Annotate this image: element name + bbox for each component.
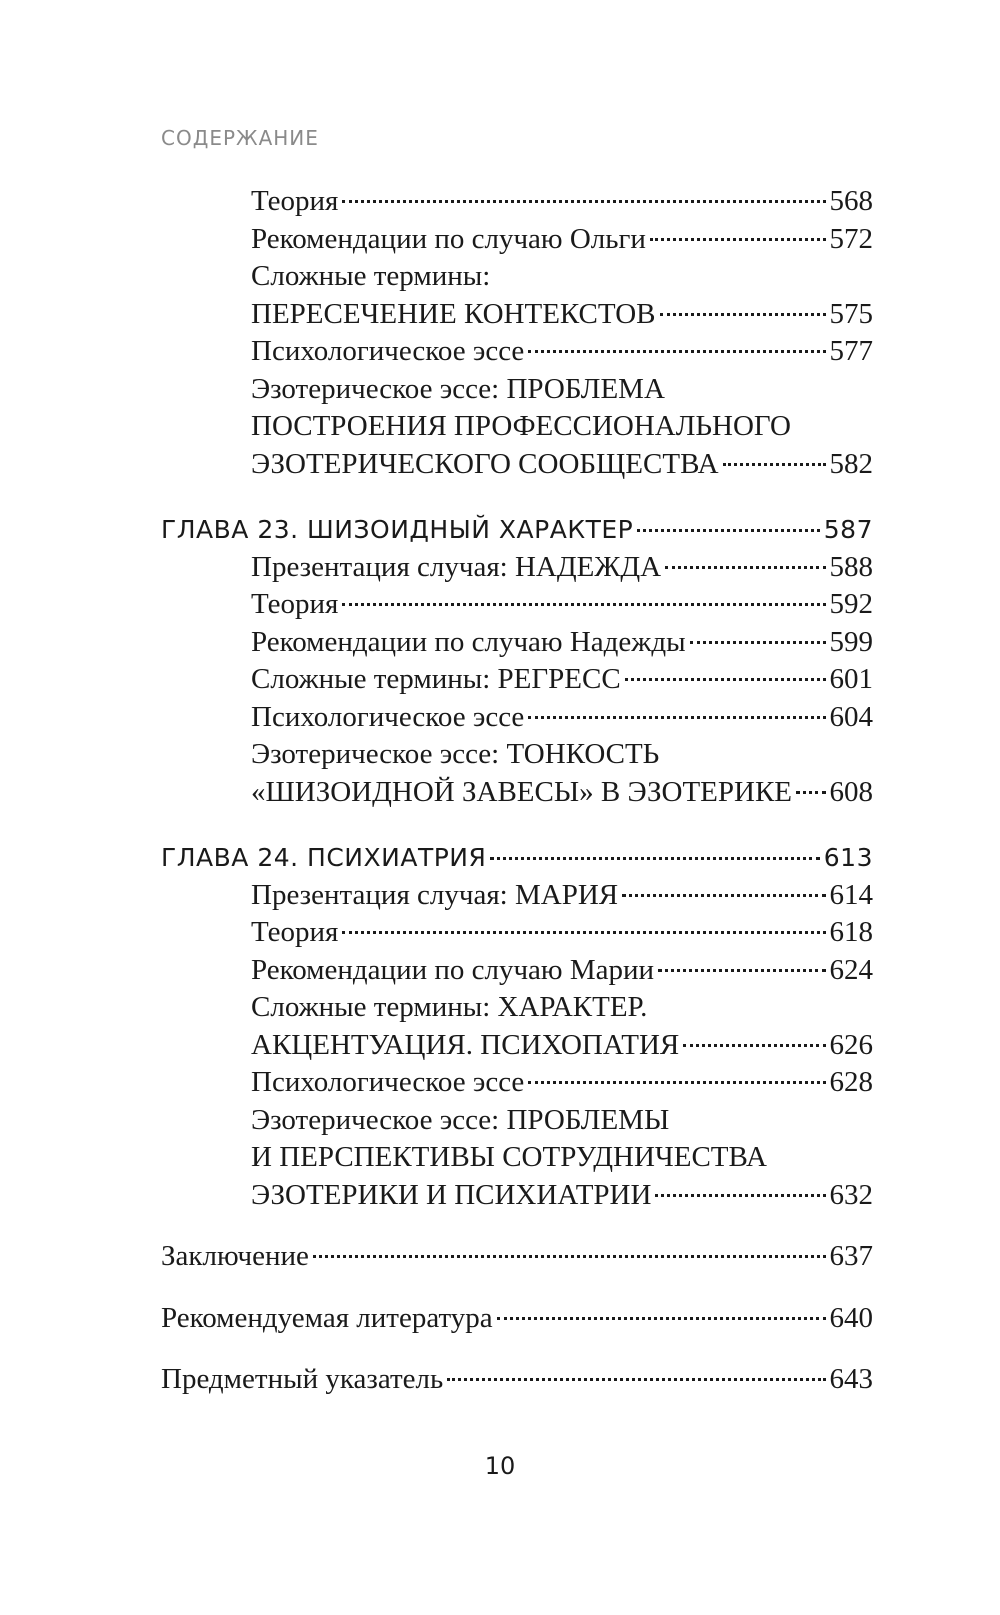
dot-leader: [528, 716, 825, 719]
toc-entry[interactable]: [161, 221, 873, 259]
toc-entry-title: ЭЗОТЕРИЧЕСКОГО СООБЩЕСТВА: [251, 447, 719, 480]
toc-entry-line: Сложные термины: ХАРАКТЕР.: [251, 991, 648, 1023]
toc-entry-line: ПОСТРОЕНИЯ ПРОФЕССИОНАЛЬНОГО: [251, 410, 791, 442]
toc-entry-page: 599: [829, 625, 873, 658]
dot-leader: [796, 791, 825, 794]
toc-entry[interactable]: [161, 549, 873, 587]
toc-entry-page: 624: [829, 953, 873, 986]
dot-leader: [650, 238, 826, 241]
toc-entry-title: АКЦЕНТУАЦИЯ. ПСИХОПАТИЯ: [251, 1028, 680, 1061]
dot-leader: [490, 857, 819, 860]
toc-entry-page: 575: [829, 297, 873, 330]
toc-entry[interactable]: [161, 661, 873, 699]
toc-entry-page: 637: [829, 1240, 873, 1272]
dot-leader: [528, 350, 825, 353]
toc-entry-line: Эзотерическое эссе: ТОНКОСТЬ: [251, 738, 660, 770]
toc-entry-page: 643: [829, 1363, 873, 1395]
dot-leader: [497, 1317, 826, 1320]
toc-entry-title: Психологическое эссе: [251, 335, 525, 367]
toc-entry[interactable]: [161, 624, 873, 662]
toc-entry-title: «ШИЗОИДНОЙ ЗАВЕСЫ» В ЭЗОТЕРИКЕ: [251, 775, 793, 808]
toc-entry-conclusion[interactable]: [161, 1238, 873, 1276]
dot-leader: [690, 641, 826, 644]
toc-entry-title: Предметный указатель: [161, 1363, 444, 1395]
toc-entry-title: Рекомендации по случаю Марии: [251, 953, 655, 986]
toc-entry-page: 618: [829, 916, 873, 948]
toc-entry-title: ЭЗОТЕРИКИ И ПСИХИАТРИИ: [251, 1178, 652, 1211]
toc-entry-title: Презентация случая: НАДЕЖДА: [251, 550, 662, 583]
toc-entry-title: Теория: [251, 185, 339, 217]
toc-entry-page: 592: [829, 588, 873, 620]
toc-chapter-page: 613: [823, 843, 873, 872]
table-of-contents: [161, 183, 873, 1399]
toc-chapter-page: 587: [823, 515, 873, 544]
toc-entry-line: Эзотерическое эссе: ПРОБЛЕМЫ: [251, 1103, 670, 1136]
toc-entry[interactable]: [161, 1064, 873, 1102]
toc-entry[interactable]: [161, 586, 873, 624]
dot-leader: [313, 1255, 826, 1258]
toc-entry-page: 572: [829, 222, 873, 255]
toc-entry[interactable]: [161, 699, 873, 737]
toc-entry[interactable]: [161, 446, 873, 484]
toc-entry-page: 604: [829, 700, 873, 733]
dot-leader: [637, 529, 820, 532]
dot-leader: [622, 894, 825, 897]
toc-entry[interactable]: [161, 1027, 873, 1065]
dot-leader: [665, 566, 825, 569]
toc-entry-page: 640: [829, 1301, 873, 1334]
dot-leader: [660, 313, 826, 316]
toc-entry-page: 614: [829, 878, 873, 911]
toc-entry-line: Эзотерическое эссе: ПРОБЛЕМА: [251, 372, 665, 405]
dot-leader: [723, 463, 826, 466]
toc-entry-title: Сложные термины: РЕГРЕСС: [251, 663, 621, 695]
toc-entry-title: ПЕРЕСЕЧЕНИЕ КОНТЕКСТОВ: [251, 297, 656, 330]
toc-entry-page: 626: [829, 1028, 873, 1061]
toc-entry-index[interactable]: [161, 1361, 873, 1399]
toc-entry[interactable]: [161, 914, 873, 952]
toc-entry[interactable]: [161, 952, 873, 990]
toc-entry-title: Рекомендации по случаю Надежды: [251, 625, 686, 658]
dot-leader: [342, 200, 825, 203]
dot-leader: [342, 931, 825, 934]
toc-chapter-23[interactable]: [161, 511, 873, 549]
toc-entry[interactable]: [161, 296, 873, 334]
toc-entry[interactable]: [161, 774, 873, 812]
toc-entry[interactable]: [161, 1177, 873, 1215]
toc-entry-page: 632: [829, 1178, 873, 1211]
toc-entry-page: 628: [829, 1066, 873, 1098]
toc-entry-page: 601: [829, 663, 873, 695]
running-head: СОДЕРЖАНИЕ: [161, 126, 319, 150]
toc-entry-literature[interactable]: [161, 1300, 873, 1338]
toc-entry-page: 588: [829, 550, 873, 583]
toc-entry[interactable]: [161, 877, 873, 915]
toc-entry-title: Теория: [251, 916, 339, 948]
toc-chapter-title: ГЛАВА 24. ПСИХИАТРИЯ: [161, 843, 487, 872]
toc-entry[interactable]: [161, 183, 873, 221]
toc-entry[interactable]: [161, 333, 873, 371]
toc-entry-title: Теория: [251, 588, 339, 620]
toc-entry-line: И ПЕРСПЕКТИВЫ СОТРУДНИЧЕСТВА: [251, 1141, 767, 1173]
toc-entry-page: 568: [829, 185, 873, 217]
toc-entry-page: 582: [829, 447, 873, 480]
toc-entry-title: Психологическое эссе: [251, 1066, 525, 1098]
toc-entry-page: 577: [829, 335, 873, 367]
dot-leader: [658, 969, 825, 972]
toc-entry-title: Заключение: [161, 1240, 309, 1272]
page-number: 10: [484, 1452, 516, 1480]
dot-leader: [625, 678, 826, 681]
dot-leader: [342, 603, 825, 606]
dot-leader: [447, 1378, 825, 1381]
toc-chapter-24[interactable]: [161, 839, 873, 877]
toc-entry-title: Психологическое эссе: [251, 700, 525, 733]
dot-leader: [655, 1194, 825, 1197]
toc-entry-title: Презентация случая: МАРИЯ: [251, 878, 619, 911]
dot-leader: [528, 1081, 825, 1084]
toc-entry-page: 608: [829, 775, 873, 808]
toc-entry-title: Рекомендуемая литература: [161, 1301, 493, 1334]
toc-entry-line: Сложные термины:: [251, 260, 491, 292]
toc-entry-title: Рекомендации по случаю Ольги: [251, 222, 646, 255]
toc-chapter-title: ГЛАВА 23. ШИЗОИДНЫЙ ХАРАКТЕР: [161, 515, 634, 544]
dot-leader: [683, 1044, 825, 1047]
